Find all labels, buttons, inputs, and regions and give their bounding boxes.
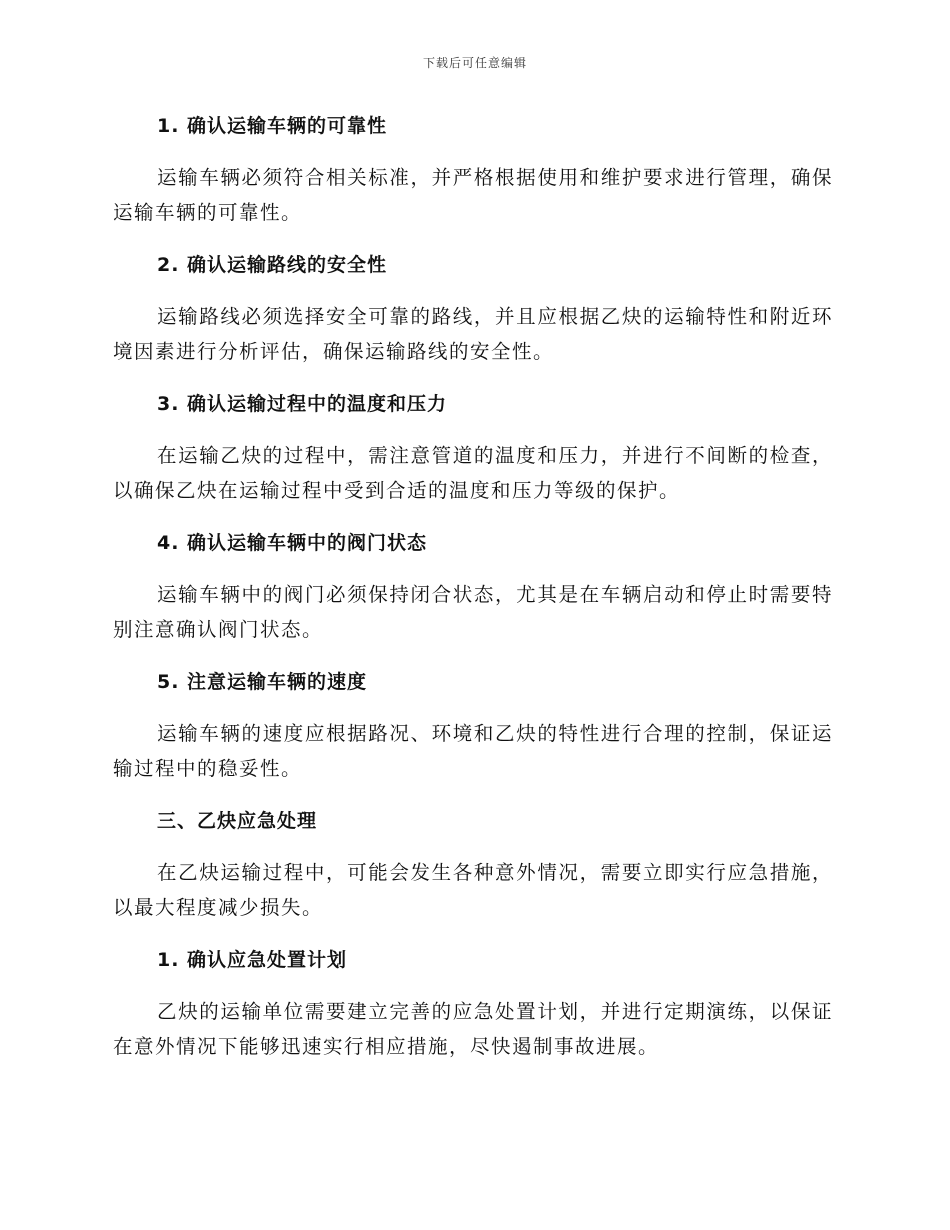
- section-heading: 3. 确认运输过程中的温度和压力: [157, 393, 448, 415]
- chapter-heading: 三、乙炔应急处理: [157, 810, 318, 832]
- section-paragraph: 运输路线必须选择安全可靠的路线，并且应根据乙炔的运输特性和附近环境因素进行分析评估，确保运输路线的安全性。: [113, 305, 833, 363]
- section-heading: 1. 确认应急处置计划: [157, 949, 348, 971]
- section-heading: 2. 确认运输路线的安全性: [157, 254, 388, 276]
- section-paragraph: 在乙炔运输过程中，可能会发生各种意外情况，需要立即实行应急措施，以最大程度减少损失。: [113, 861, 833, 919]
- section-paragraph: 乙炔的运输单位需要建立完善的应急处置计划，并进行定期演练，以保证在意外情况下能够迅速实行相应措施，尽快遏制事故进展。: [113, 1000, 833, 1058]
- section-heading: 4. 确认运输车辆中的阀门状态: [157, 532, 428, 554]
- section-paragraph: 运输车辆的速度应根据路况、环境和乙炔的特性进行合理的控制，保证运输过程中的稳妥性。: [113, 722, 833, 780]
- page-header: 下载后可任意编辑: [422, 56, 527, 70]
- section-heading: 5. 注意运输车辆的速度: [157, 671, 368, 693]
- document-body: [113, 107, 833, 1064]
- section-paragraph: 运输车辆中的阀门必须保持闭合状态，尤其是在车辆启动和停止时需要特别注意确认阀门状态。: [113, 583, 833, 641]
- section-paragraph: 运输车辆必须符合相关标准，并严格根据使用和维护要求进行管理，确保运输车辆的可靠性。: [113, 166, 833, 224]
- section-heading: 1. 确认运输车辆的可靠性: [157, 115, 388, 137]
- section-paragraph: 在运输乙炔的过程中，需注意管道的温度和压力，并进行不间断的检查，以确保乙炔在运输过程中受到合适的温度和压力等级的保护。: [113, 444, 833, 502]
